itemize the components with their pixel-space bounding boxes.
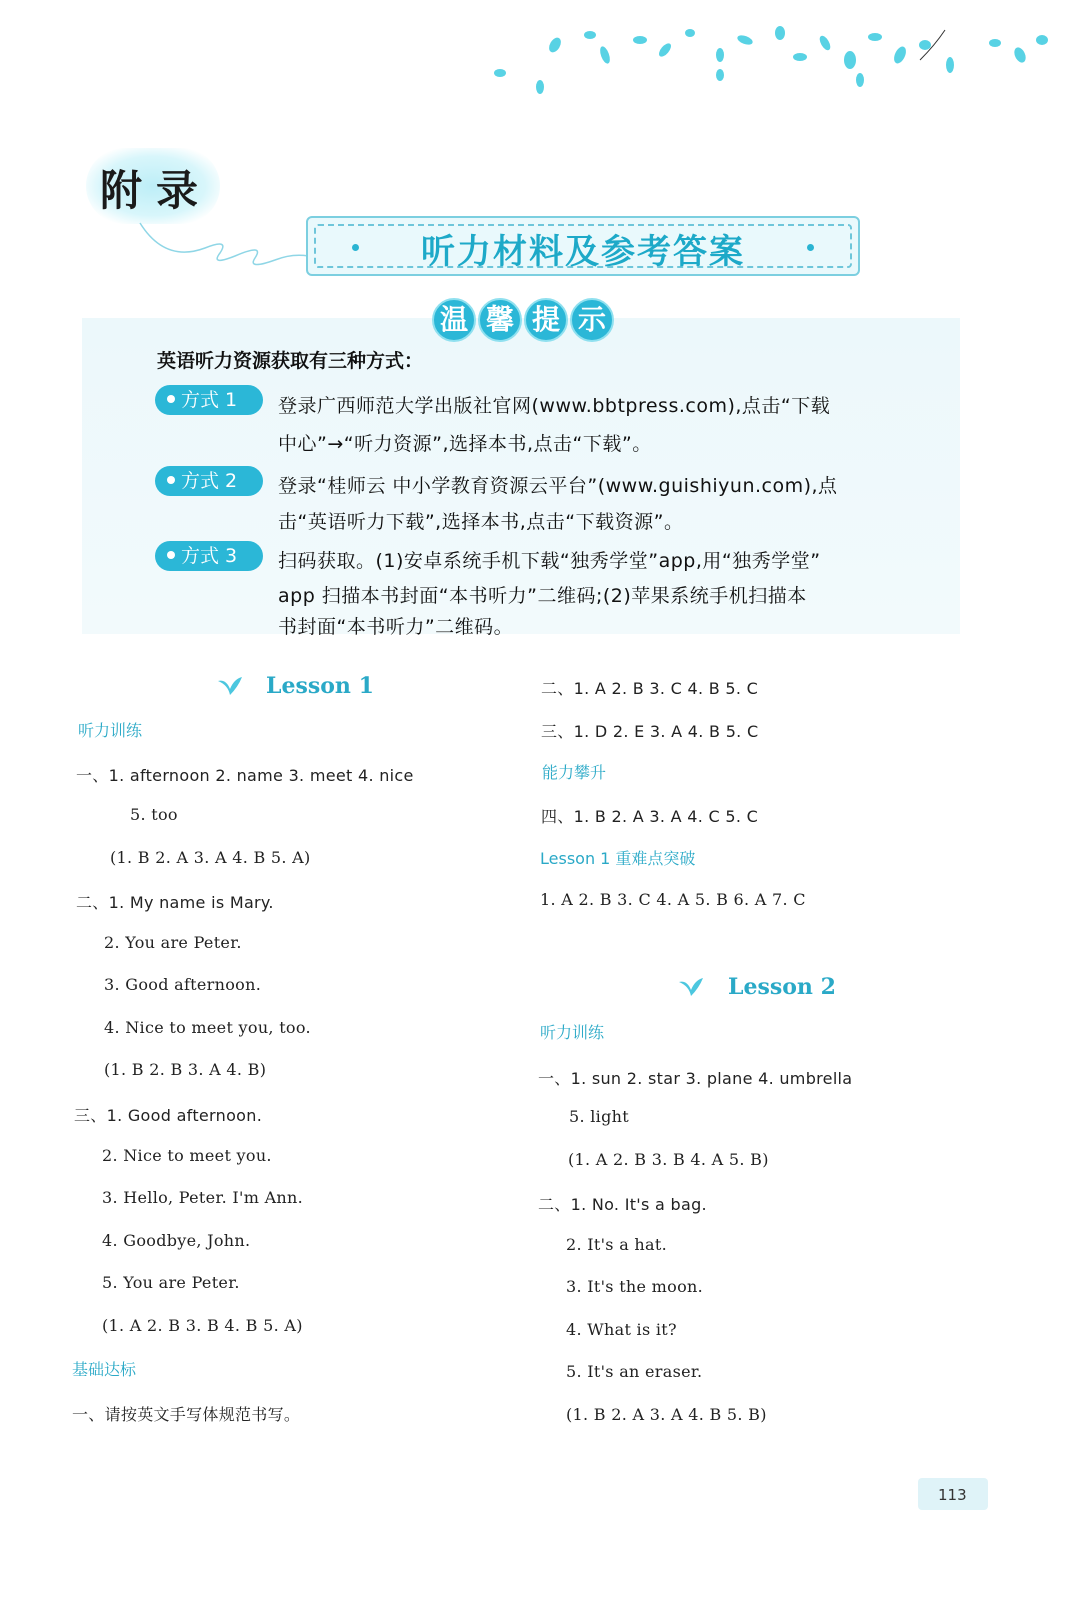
answer-line: (1. B 2. A 3. A 4. B 5. B) xyxy=(566,1405,767,1424)
section-ability: 能力攀升 xyxy=(542,763,607,782)
section-banner xyxy=(306,216,860,276)
answer-line: 4. Goodbye, John. xyxy=(102,1231,251,1250)
answer-line: 一、1. sun 2. star 3. plane 4. umbrella xyxy=(538,1069,853,1088)
method-2-line-1: 登录“桂师云 中小学教育资源云平台”(www.guishiyun.com),点 xyxy=(278,475,838,497)
answer-line: 4. Nice to meet you, too. xyxy=(104,1018,311,1037)
answer-line: 2. You are Peter. xyxy=(104,933,242,952)
tip-intro: 英语听力资源获取有三种方式： xyxy=(157,350,424,372)
method-3-pill: 方式 3 xyxy=(155,541,263,571)
answer-line: (1. A 2. B 3. B 4. B 5. A) xyxy=(102,1316,303,1335)
answer-line: (1. B 2. A 3. A 4. B 5. A) xyxy=(110,848,311,867)
answer-line: 二、1. A 2. B 3. C 4. B 5. C xyxy=(541,679,759,698)
method-1-pill: 方式 1 xyxy=(155,385,263,415)
tip-title-char: 温 xyxy=(432,298,476,342)
tip-title-char: 提 xyxy=(524,298,568,342)
appendix-title: 附录 xyxy=(100,166,213,215)
page-number: 113 xyxy=(938,1486,967,1504)
method-1-line-2: 中心”→“听力资源”,选择本书,点击“下载”。 xyxy=(278,433,652,455)
sprout-icon xyxy=(216,675,244,697)
answer-line: (1. A 2. B 3. B 4. A 5. B) xyxy=(568,1150,769,1169)
method-2-line-2: 击“英语听力下载”,选择本书,点击“下载资源”。 xyxy=(278,511,684,533)
section-basic: 基础达标 xyxy=(72,1360,137,1379)
section-listening: 听力训练 xyxy=(78,721,143,740)
banner-title: 听力材料及参考答案 xyxy=(421,232,745,272)
answer-line: 三、1. D 2. E 3. A 4. B 5. C xyxy=(541,722,759,741)
answer-line: 2. Nice to meet you. xyxy=(102,1146,272,1165)
tip-title-char: 馨 xyxy=(478,298,522,342)
answer-line: 4. What is it? xyxy=(566,1320,677,1339)
answer-line: 3. It's the moon. xyxy=(566,1277,704,1296)
answer-line: 5. It's an eraser. xyxy=(566,1362,703,1381)
section-listening-2: 听力训练 xyxy=(540,1023,605,1042)
lesson-1-heading: Lesson 1 xyxy=(266,673,374,699)
method-3-line-3: 书封面“本书听力”二维码。 xyxy=(278,616,514,638)
answer-line: 二、1. My name is Mary. xyxy=(76,893,274,912)
answer-line: 1. A 2. B 3. C 4. A 5. B 6. A 7. C xyxy=(540,890,806,909)
lesson-2-heading: Lesson 2 xyxy=(728,974,836,1000)
answer-line: 5. You are Peter. xyxy=(102,1273,240,1292)
answer-line: 四、1. B 2. A 3. A 4. C 5. C xyxy=(541,807,759,826)
method-2-pill: 方式 2 xyxy=(155,466,263,496)
section-key-points: Lesson 1 重难点突破 xyxy=(540,849,696,868)
tip-title xyxy=(432,298,616,344)
answer-line: 一、请按英文手写体规范书写。 xyxy=(72,1405,301,1424)
answer-line: 三、1. Good afternoon. xyxy=(74,1106,263,1125)
method-3-line-2: app 扫描本书封面“本书听力”二维码;(2)苹果系统手机扫描本 xyxy=(278,585,807,607)
answer-line: 5. light xyxy=(569,1107,629,1126)
swirl-decoration xyxy=(135,218,335,278)
answer-line: 二、1. No. It's a bag. xyxy=(538,1195,707,1214)
tip-title-char: 示 xyxy=(570,298,614,342)
answer-line: (1. B 2. B 3. A 4. B) xyxy=(104,1060,267,1079)
sprout-icon xyxy=(677,976,705,998)
answer-line: 3. Good afternoon. xyxy=(104,975,262,994)
answer-line: 一、1. afternoon 2. name 3. meet 4. nice xyxy=(76,766,414,785)
answer-line: 2. It's a hat. xyxy=(566,1235,667,1254)
answer-line: 5. too xyxy=(130,805,178,824)
method-3-line-1: 扫码获取。(1)安卓系统手机下载“独秀学堂”app,用“独秀学堂” xyxy=(278,550,821,572)
answer-line: 3. Hello, Peter. I'm Ann. xyxy=(102,1188,304,1207)
leaves-decoration xyxy=(480,15,1060,115)
method-1-line-1: 登录广西师范大学出版社官网(www.bbtpress.com),点击“下载 xyxy=(278,395,831,417)
